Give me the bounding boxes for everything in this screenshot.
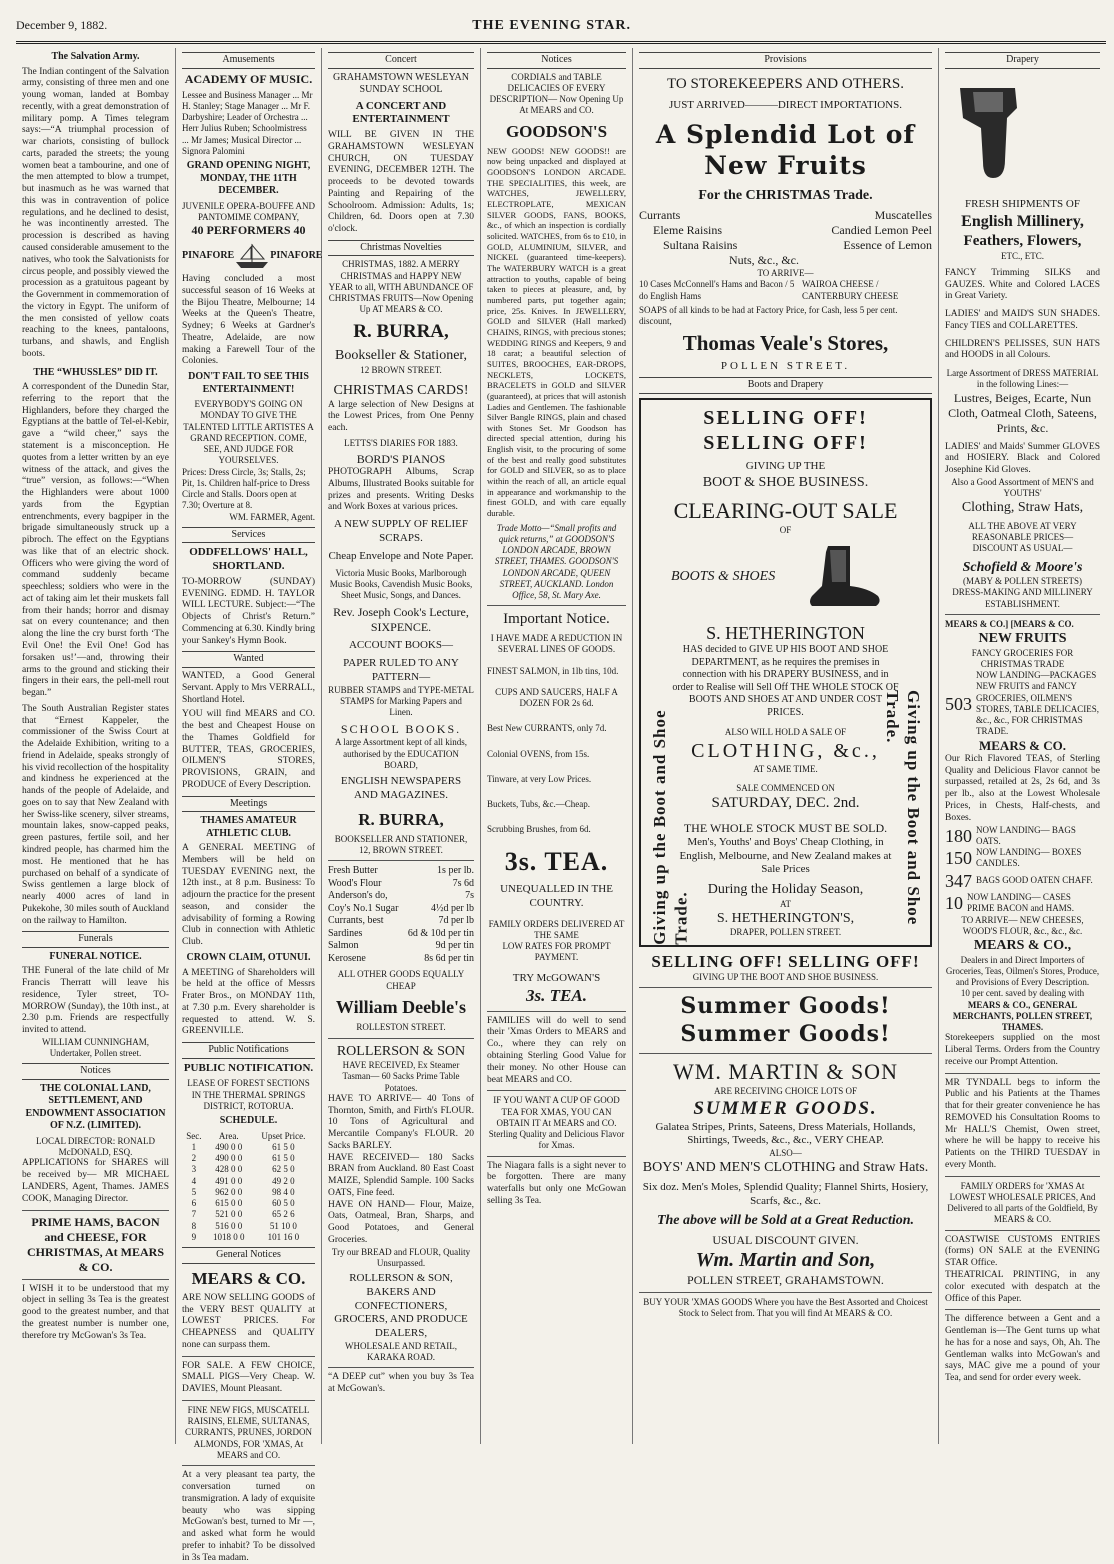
galatea: Galatea Stripes, Prints, Sateens, Dress Materials, Hollands, Shirtings, Tweeds, &c., &c., VERY CHEAP. xyxy=(655,1120,916,1147)
all-above: ALL THE ABOVE AT VERY REASONABLE PRICES— xyxy=(968,520,1077,543)
oddfellows-heading: ODDFELLOWS' HALL, SHORTLAND. xyxy=(189,546,308,573)
lecture: Rev. Joseph Cook's Lecture, SIXPENCE. xyxy=(333,605,469,635)
hetherington-text: HAS decided to GIVE UP HIS BOOT AND SHOE DEPARTMENT, as he requires the premises in connection with his DRAPERY BUSINESS, and in order to Realise will Sell Off THE WHOLE STOCK OF BOOTS AND SHOES AT AND UNDER COST PRICES. xyxy=(672,644,899,718)
goodson-heading: GOODSON'S xyxy=(505,121,608,141)
boot-icon xyxy=(798,542,884,612)
school: SCHOOL BOOKS. xyxy=(340,722,462,737)
list-item: 150 NOW LANDING— BOXES CANDLES. xyxy=(945,847,1082,869)
buckets: Buckets, Tubs, &c.—Cheap. xyxy=(487,799,591,810)
table-row: 8 516 0 0 51 10 0 xyxy=(191,1220,297,1231)
mens-assortment: Also a Good Assortment of MEN'S and YOUTHS' xyxy=(951,476,1094,499)
salvation-article: The Indian contingent of the Salvation army, consisting of three men and one young woman, landed at Bombay recently, with a great demonstration of military pomp. A Times telegram says:—“A triumphal procession of war chariots, consisting of bullock carts, paraded the streets; the young women beat a tambourine, and one of the men attempted to blow a trumpet, but inasmuch as he was warned that this was in contravention of police regulations, and he declined to desist, he was incontinently arrested. The procession is described as having caused considerable amusement to the natives, who took the Salvationists for circus people, and possibly viewed the procession as a gratuitous pageant by the Government in commemoration of the victory in Egypt. The uniform of the men consisted of yellow coats reaching to the knees, pantaloons, turbans, and shawls, and English boots. xyxy=(22,66,169,359)
burra-heading: R. BURRA, xyxy=(353,320,449,342)
to-arrive: TO ARRIVE— NEW CHEESES, WOOD'S FLOUR, &c., &c., &c. xyxy=(961,914,1084,936)
relief: A NEW SUPPLY OF RELIEF SCRAPS. xyxy=(334,518,468,544)
ship-icon xyxy=(234,242,270,270)
gent-notice: The difference between a Gent and a Gentleman is—The Gent turns up what he has for a nose and says, Oh, Ah. The Gentleman walks into McGowan's and says, MAC give me a pound of your Tea, and send for order every week. xyxy=(945,1314,1100,1384)
public-section: Public Notifications xyxy=(182,1042,315,1059)
list-item: Salmon 9d per tin xyxy=(328,940,474,952)
ovens: Colonial OVENS, from 15s. xyxy=(487,748,590,759)
millinery: English Millinery, xyxy=(961,212,1084,230)
paper-ruled: PAPER RULED TO ANY PATTERN— xyxy=(343,657,459,683)
rollerson-text: HAVE RECEIVED, Ex Steamer Tasman— 60 Sacks Prime Table Potatoes. xyxy=(342,1060,460,1093)
amusements-section: Amusements xyxy=(182,52,315,69)
farmer-agent: WM. FARMER, Agent. xyxy=(229,511,315,522)
tea-notice: I WISH it to be understood that my object in selling 3s Tea is the greatest good to the greatest number, and that the greatest number is number one, therefore try McGowan's 3s Tea. xyxy=(22,1283,169,1341)
above-sold: The above will be Sold at a Great Reduction. xyxy=(656,1213,915,1229)
athletic-heading: THAMES AMATEUR ATHLETIC CLUB. xyxy=(200,815,297,839)
public-sub: LEASE OF FOREST SECTIONS IN THE THERMAL SPRINGS DISTRICT, ROTORUA. xyxy=(187,1078,310,1111)
gloves: LADIES' and Maids' Summer GLOVES and HOSIERY. Black and Colored Josephine Kid Gloves. xyxy=(945,441,1100,476)
of-label: OF xyxy=(779,524,792,535)
hetherington: S. HETHERINGTON xyxy=(706,622,865,643)
usual-discount: USUAL DISCOUNT GIVEN. xyxy=(712,1232,859,1247)
deep-cut: “A DEEP cut” when you buy 3s Tea at McGowan's. xyxy=(328,1372,474,1395)
veale-address: POLLEN STREET. xyxy=(720,359,851,372)
to-arrive: TO ARRIVE— xyxy=(757,268,814,278)
oddfellows-text: TO-MORROW (SUNDAY) EVENING. EDMD. H. TAYLOR WILL LECTURE. Subject:—“The Objects of Christ's Return.” Commencing at 6.30. Kindly bring your Sankey's Hymn Book. xyxy=(182,576,315,646)
arrived: JUST ARRIVED———DIRECT IMPORTATIONS. xyxy=(668,99,903,112)
schedule-col: Upset Price. xyxy=(261,1130,306,1141)
also-hold: ALSO WILL HOLD A SALE OF xyxy=(724,727,847,738)
account: ACCOUNT BOOKS— xyxy=(348,639,453,652)
list-item: Eleme Raisins xyxy=(653,223,722,237)
schedule-table xyxy=(182,1131,315,1244)
burra2-sub: BOOKSELLER AND STATIONER, 12, BROWN STREET. xyxy=(334,833,468,855)
dealers: Dealers in and Direct Importers of Groceries, Teas, Oilmen's Stores, Produce, and Provisions of Every Description. xyxy=(945,954,1100,987)
giving-up: GIVING UP THE xyxy=(745,459,826,472)
stock-number: 503 xyxy=(945,693,972,714)
column-amusements xyxy=(176,48,323,1563)
funeral-sign: WILLIAM CUNNINGHAM, Undertaker, Pollen street. xyxy=(42,1036,149,1059)
notices-section: Notices xyxy=(487,52,626,69)
niagara: The Niagara falls is a sight never to be forgotten. There are many waterfalls but only one McGowan selling 3s Tea. xyxy=(487,1160,626,1206)
burra-sub: Bookseller & Stationer, xyxy=(334,348,468,364)
public-heading: PUBLIC NOTIFICATION. xyxy=(183,1061,314,1074)
masthead xyxy=(16,10,1106,44)
funeral-text: THE Funeral of the late child of Mr Francis Therratt will leave his residence, Tyler street, TO-MORROW (Sunday), the 10th inst., at 2.30 p.m. Friends are respectfully invited to attend. xyxy=(22,966,169,1036)
athletic-text: A GENERAL MEETING of Members will be held on TUESDAY EVENING next, the 12th inst., at 8 p.m. Business: To adjourn the practice for the present season, and consider the advisability of forming a Rowing Club in connection with Athletic Club. xyxy=(182,843,315,948)
mears2: MEARS & CO. xyxy=(978,737,1067,753)
clearing-sale: CLEARING-OUT SALE xyxy=(673,498,898,523)
tea-heading: 3s. TEA. xyxy=(504,846,609,876)
schofield-sub: (MABY & POLLEN STREETS) xyxy=(963,576,1082,587)
at-label: AT xyxy=(780,898,791,909)
notices-section: Notices xyxy=(22,1063,169,1080)
feathers: Feathers, Flowers, xyxy=(963,232,1082,249)
same-time: AT SAME TIME. xyxy=(753,763,818,774)
pointing-hand-icon xyxy=(945,78,1045,188)
giving-banner: GIVING UP THE BOOT AND SHOE BUSINESS. xyxy=(692,971,879,982)
deeble-address: ROLLESTON STREET. xyxy=(356,1022,446,1033)
fancy-groceries: FANCY GROCERIES FOR CHRISTMAS TRADE xyxy=(971,647,1074,669)
table-row: 3 428 0 0 62 5 0 xyxy=(191,1164,295,1175)
received: HAVE RECEIVED— 180 Sacks BRAN from Auckland. 80 East Coast MAIZE, Splendid Sample. 100 Sacks OATS, Fine feed. xyxy=(328,1152,474,1198)
to-arrive: HAVE TO ARRIVE— 40 Tons of Thornton, Smith, and Firth's FLOUR. 10 Tons of Agricultural and Mercantile Company's FLOUR. 20 Sacks BARLEY. xyxy=(328,1093,474,1151)
concert-big: A CONCERT AND ENTERTAINMENT xyxy=(352,99,450,126)
deeble-heading: William Deeble's xyxy=(335,996,467,1017)
funeral-heading: FUNERAL NOTICE. xyxy=(49,950,142,962)
mens-clothing: Men's, Youths' and Boys' Cheap Clothing, in English, Melbourne, and New Zealand makes at Sale Prices xyxy=(679,835,892,876)
hetherington2: S. HETHERINGTON'S, xyxy=(716,910,855,926)
martin-address: POLLEN STREET, GRAHAMSTOWN. xyxy=(687,1272,884,1287)
concert-heading: GRAHAMSTOWN WESLEYAN SUNDAY SCHOOL xyxy=(332,71,470,95)
table-row: 6 615 0 0 60 5 0 xyxy=(191,1198,295,1209)
paper-title: THE EVENING STAR. xyxy=(472,17,632,33)
juvenile-company: JUVENILE OPERA-BOUFFE AND PANTOMIME COMPANY, xyxy=(182,200,316,222)
figs: FINE NEW FIGS, MUSCATELL RAISINS, ELEME, SULTANAS, CURRANTS, PRUNES, JORDON ALMONDS, FOR 'XMAS, At MEARS and CO. xyxy=(184,1404,313,1460)
table-row: 5 962 0 0 98 4 0 xyxy=(191,1186,295,1197)
try-bread: Try our BREAD and FLOUR, Quality Unsurpassed. xyxy=(331,1246,471,1268)
meetings-section: Meetings xyxy=(182,796,315,813)
tyndall: MR TYNDALL begs to inform the Public and his Patients at the Thames that for their greater convenience he has REMOVED his Consultation Rooms to Mr HALL'S Chemist, Owen street, where he will be happy to receive his Patients on the THIRD TUESDAY in every Month. xyxy=(945,1077,1100,1170)
for-christmas: For the CHRISTMAS Trade. xyxy=(698,187,873,203)
boots-section: Boots and Drapery xyxy=(639,377,932,394)
concert-section: Concert xyxy=(328,52,474,69)
sale-commenced: SALE COMMENCED ON xyxy=(736,782,835,793)
for-sale: FOR SALE. A FEW CHOICE, SMALL PIGS—Very Cheap. W. DAVIES, Mount Pleasant. xyxy=(182,1360,315,1395)
performers: 40 PERFORMERS 40 xyxy=(191,223,306,237)
cordials: CORDIALS and TABLE DELICACIES OF EVERY DESCRIPTION— Now Opening Up At MEARS and CO. xyxy=(489,71,624,116)
academy-staff: Lessee and Business Manager ... Mr H. Stanley; Stage Manager ... Mr F. Darbyshire; Leader of Orchestra ... Herr Julius Ruben; Schoolmistress ... Mr James; Musical Director ... Signora Palomini xyxy=(182,89,313,156)
fresh-shipments: FRESH SHIPMENTS OF xyxy=(965,198,1080,210)
drapery-section: Drapery xyxy=(945,52,1100,69)
list-item: Currants, best 7d per lb xyxy=(328,915,474,927)
arrive-left: 10 Cases McConnell's Hams and Bacon / 5 do English Hams xyxy=(639,279,795,301)
prices: Prices: Dress Circle, 3s; Stalls, 2s; Pit, 1s. Children half-price to Dress Circle and Stalls. Doors open at 7.30; Overture at 8. xyxy=(182,466,310,511)
selling-off-1: SELLING OFF! xyxy=(703,406,868,429)
whole-stock: THE WHOLE STOCK MUST BE SOLD. xyxy=(683,820,888,835)
clothing: CLOTHING, &c., xyxy=(691,739,880,762)
mears3: MEARS & CO., xyxy=(973,938,1072,953)
martin-heading: WM. MARTIN & SON xyxy=(673,1059,898,1084)
column-provisions xyxy=(633,48,939,1444)
funerals-section: Funerals xyxy=(22,931,169,948)
currants: Best New CURRANTS, only 7d. xyxy=(487,723,607,734)
wanted-section: Wanted xyxy=(182,651,315,668)
victoria: Victoria Music Books, Marlborough Music Books, Cavendish Music Books, Sheet Music, Songs, and Dances. xyxy=(329,567,473,600)
table-row: 1 490 0 0 61 5 0 xyxy=(191,1141,295,1152)
six-doz: Six doz. Men's Moles, Splendid Quality; Flannel Shirts, Hosiery, Scarfs, &c., &c. xyxy=(642,1180,929,1207)
rollerson-heading: ROLLERSON & SON xyxy=(336,1043,466,1059)
large-assortment: Large Assortment of DRESS MATERIAL in the following Lines:— xyxy=(946,368,1099,390)
crown-heading: CROWN CLAIM, OTUNUI. xyxy=(186,952,311,964)
landing-503: NOW LANDING—PACKAGES NEW FRUITS and FANCY GROCERIES, OILMEN'S STORES, TABLE DELICACIES, &c., &c., FOR CHRISTMAS TRADE. xyxy=(976,670,1099,737)
salvation-heading: The Salvation Army. xyxy=(51,51,140,62)
pianos: BORD'S PIANOS xyxy=(356,452,446,467)
price-list xyxy=(328,865,474,965)
hetherington-address: DRAPER, POLLEN STREET. xyxy=(729,927,842,938)
table-row: 9 1018 0 0 101 16 0 xyxy=(191,1231,300,1242)
tinware: Tinware, at very Low Prices. xyxy=(487,773,592,784)
dressmaking: DRESS-MAKING AND MILLINERY ESTABLISHMENT. xyxy=(952,587,1093,609)
list-item: Fresh Butter 1s per lb. xyxy=(328,865,474,877)
schedule-heading: SCHEDULE. xyxy=(219,1115,278,1127)
list-item: Muscatelles xyxy=(874,208,932,222)
families: FAMILIES will do well to send their 'Xmas Orders to MEARS and Co., where they can rely on obtaining Sterling Good Value for their money. No other House can beat MEARS and CO. xyxy=(487,1015,626,1085)
customs: COASTWISE CUSTOMS ENTRIES (forms) ON SALE at the EVENING STAR Office. xyxy=(945,1234,1100,1269)
crown-text: A MEETING of Shareholders will be held at the office of Messrs Frater Bros., on MONDAY 11th, at 7.30 p.m. Every shareholder is requested to attend. W. S. GREENVILLE. xyxy=(182,967,315,1037)
mears-tag: MEARS & CO.] [MEARS & CO. xyxy=(945,618,1074,629)
list-item: 347 BAGS GOOD OATEN CHAFF. xyxy=(945,870,1093,891)
table-row: 4 491 0 0 49 2 0 xyxy=(191,1175,295,1186)
boots-shoes: BOOTS & SHOES xyxy=(671,569,776,584)
party-text: At a very pleasant tea party, the conversation turned on transmigration. A lady of exquisite beauty who was sipping McGowan's best, turned to Mr —, and asked what form he would prefer to inhabit? To be dissolved in 3s Tea madam. xyxy=(182,1470,315,1563)
provisions-section: Provisions xyxy=(639,52,932,69)
important-text: I HAVE MADE A REDUCTION IN SEVERAL LINES OF GOODS. xyxy=(490,633,623,655)
school-text: A large Assortment kept of all kinds, authorised by the EDUCATION BOARD, xyxy=(334,737,468,770)
storekeepers: TO STOREKEEPERS AND OTHERS. xyxy=(667,75,904,92)
cups: CUPS AND SAUCERS, HALF A DOZEN FOR 2s 6d. xyxy=(495,686,618,709)
dont-fail: DON'T FAIL TO SEE THIS ENTERTAINMENT! xyxy=(188,371,309,395)
etc: ETC., ETC. xyxy=(1001,250,1044,261)
list-item: Anderson's do, 7s xyxy=(328,890,474,902)
boot-shoe-business: BOOT & SHOE BUSINESS. xyxy=(702,474,869,490)
discount-usual: DISCOUNT AS USUAL— xyxy=(972,543,1073,554)
column-notices xyxy=(481,48,633,1444)
goodson-text: NEW GOODS! NEW GOODS!! are now being unpacked and displayed at GOODSON'S LONDON ARCADE. THE SPECIALITIES, this week, are WATCHES, JEWELLERY, ELECTROPLATE, MEXICAN SILVER GOODS, FANS, BOOKS, &c., of which an inspection is cordially solicited. WATCHES, from 6s to £10, in GOLD, ALUMINIUM, SILVER, and NICKEL (guaranteed time-keepers). The WATERBURY WATCH is a great attraction to youths, capable of being taken to pieces at pleasure, and, by numbered parts, put together again; price, 25s. Knives. In JEWELLERY, GOLD and SILVER (Hall marked) CHAINS, RINGS, with precious stones; WEDDING RINGS and Keepers, 9 and 18 carat; a beautiful selection of SUITES, BROOCHES, EAR-DROPS, NECKLETS, LOCKETS, BRACELETS in GOLD and SILVER (guaranteed), at prices that will astonish Ladies and Gentlemen. The fashionable Silver Bangle RINGS, plain and chased with Stones Set. Mr Goodson has directed special attention, during his English visit, to the procuring of some of the best and really good substitutes for GOLD and SILVER, so as to place within the reach of all, an article equal in appearance and workmanship to the finest GOLD, and with care equally durable. xyxy=(487,145,626,519)
pinafore-left: PINAFORE xyxy=(182,249,235,261)
schofield: Schofield & Moore's xyxy=(962,559,1083,575)
ladies-shades: LADIES' and MAID'S SUN SHADES. Fancy TIES and COLLARETTES. xyxy=(945,309,1100,331)
list-item: Coy's No.1 Sugar 4½d per lb xyxy=(328,902,474,914)
pinafore-right: PINAFORE xyxy=(270,249,323,261)
column-news xyxy=(16,48,176,1444)
summer-heading: Summer Goods! Summer Goods! xyxy=(680,993,891,1047)
list-item: Currants xyxy=(639,208,681,222)
children-pelisses: CHILDREN'S PELISSES, SUN HATS and HOODS in all Colours. xyxy=(945,338,1100,361)
selling-off-2: SELLING OFF! xyxy=(703,431,868,454)
list-item: Sultana Raisins xyxy=(663,238,738,252)
table-row: 7 521 0 0 65 2 6 xyxy=(191,1209,295,1220)
fruit-list xyxy=(639,208,932,268)
summer-goods: SUMMER GOODS. xyxy=(693,1097,878,1119)
burra2-heading: R. BURRA, xyxy=(358,809,444,829)
concert-text: WILL BE GIVEN IN THE GRAHAMSTOWN WESLEYAN CHURCH, ON TUESDAY EVENING, DECEMBER 12TH. The proceeds to be devoted towards Painting and Repairing of the Schoolroom. Admission: Adults, 1s; Children, 6d. Doors open at 7.30 o'clock. xyxy=(328,130,474,235)
fancy-trimming: FANCY Trimming SILKS and GAUZES. White and Colored LACES in Great Variety. xyxy=(945,267,1100,302)
issue-date: December 9, 1882. xyxy=(16,18,108,32)
list-item: Kerosene 8s 6d per tin xyxy=(328,952,474,964)
schedule-col: Sec. xyxy=(186,1130,202,1141)
receiving: ARE RECEIVING CHOICE LOTS OF xyxy=(714,1085,857,1096)
burra-address: 12 BROWN STREET. xyxy=(360,364,442,375)
veale-heading: Thomas Veale's Stores, xyxy=(682,331,889,356)
salmon: FINEST SALMON, in 1lb tins, 10d. xyxy=(487,665,619,676)
martin2: Wm. Martin and Son, xyxy=(695,1248,876,1271)
holiday: During the Holiday Season, xyxy=(707,882,864,897)
xmas-text: CHRISTMAS, 1882. A MERRY CHRISTMAS and HAPPY NEW YEAR to all, WITH ABUNDANCE OF CHRISTMAS FRUITS—Now Opening Up AT MEARS & CO. xyxy=(328,259,474,315)
list-item: Wood's Flour 7s 6d xyxy=(328,877,474,889)
photo-text: PHOTOGRAPH Albums, Scrap Albums, Illustrated Books suitable for prizes and presents. Writing Desks and Work Boxes at various prices. xyxy=(328,467,474,513)
grand-opening: GRAND OPENING NIGHT, MONDAY, THE 11TH DECEMBER. xyxy=(186,160,311,196)
tea2: 3s. TEA. xyxy=(526,986,587,1006)
colonial-text: APPLICATIONS for SHARES will be received by— MR MICHAEL LANDERS, Agent, Thames. JAMES COOK, Managing Director. xyxy=(22,1158,169,1204)
mears-heading: MEARS & CO. xyxy=(191,1268,306,1288)
column-concert xyxy=(322,48,481,1444)
everybody-going: EVERYBODY'S GOING ON MONDAY TO GIVE THE TALENTED LITTLE ARTISTES A GRAND RECEPTION. COME, SEE, AND JUDGE FOR YOURSELVES. xyxy=(183,399,314,466)
important-heading: Important Notice. xyxy=(503,611,610,628)
boots-advert xyxy=(639,398,932,947)
wanted-text: WANTED, a Good General Servant. Apply to Mrs VERRALL, Shortland Hotel. xyxy=(182,670,315,705)
low-rates: LOW RATES FOR PROMPT PAYMENT. xyxy=(502,941,611,963)
list-item: 180 NOW LANDING— BAGS OATS. xyxy=(945,824,1076,846)
selling-banner: SELLING OFF! SELLING OFF! xyxy=(651,951,920,971)
storekeepers: Storekeepers supplied on the most Liberal Terms. Orders from the Country receive our Prompt Attention. xyxy=(945,1033,1100,1067)
per-cent: 10 per cent. saved by dealing with xyxy=(960,988,1085,999)
deeble-sub: ALL OTHER GOODS EQUALLY CHEAP xyxy=(337,969,465,991)
envelope: Cheap Envelope and Note Paper. xyxy=(328,549,474,562)
arrive-right: WAIROA CHEESE / CANTERBURY CHEESE xyxy=(801,279,899,301)
lustres: Lustres, Beiges, Ecarte, Nun Cloth, Oatmeal Cloth, Sateens, Prints, &c. xyxy=(948,390,1097,435)
family-orders: FAMILY ORDERS for 'XMAS At LOWEST WHOLESALE PRICES, And Delivered to all parts of the Goldfield, By MEARS & CO. xyxy=(947,1180,1098,1225)
soaps: SOAPS of all kinds to be had at Factory Price, for Cash, less 5 per cent. discount, xyxy=(639,304,898,326)
english: ENGLISH NEWSPAPERS AND MAGAZINES. xyxy=(340,775,462,801)
karaka: WHOLESALE AND RETAIL, KARAKA ROAD. xyxy=(344,1340,457,1363)
colonial-heading: THE COLONIAL LAND, SETTLEMENT, AND ENDOWMENT ASSOCIATION OF N.Z. (LIMITED). xyxy=(25,1082,166,1132)
scrubbing: Scrubbing Brushes, from 6d. xyxy=(487,824,591,835)
rollerson2: ROLLERSON & SON, BAKERS AND CONFECTIONERS, GROCERS, AND PRODUCE DEALERS, xyxy=(334,1272,468,1340)
mears-text: ARE NOW SELLING GOODS of the VERY BEST QUALITY at LOWEST PRICES. For CHEAPNESS and QUALITY none can surpass them. xyxy=(182,1292,315,1350)
academy-heading: ACADEMY OF MUSIC. xyxy=(184,71,313,86)
new-fruits: NEW FRUITS xyxy=(978,631,1067,647)
on-hand: HAVE ON HAND— Flour, Maize, Oats, Oatmeal, Bran, Sharps, and Good Potatoes, and General Groceries. xyxy=(328,1199,474,1245)
services-section: Services xyxy=(182,527,315,544)
cards-text: A large selection of New Designs at the Lowest Prices, from One Penny each. xyxy=(328,399,474,434)
fruits-heading: A Splendid Lot of New Fruits xyxy=(655,120,916,181)
find-text: YOU will find MEARS and CO. the best and Cheapest House on the Thames Goldfield for BUTTER, TEAS, GROCERIES, OILMEN'S STORES, PROVISIONS, GRAIN, and PRODUCE of Every Description. xyxy=(182,709,315,790)
rubber: RUBBER STAMPS and TYPE-METAL STAMPS for Marking Papers and Linen. xyxy=(328,684,474,717)
table-row: 2 490 0 0 61 5 0 xyxy=(191,1153,295,1164)
teas: Our Rich Flavored TEAS, of Sterling Quality and Delicious Flavor cannot be surpassed, retailed at 2s, 2s 6d, and 3s per lb., also at the Lowest Wholesale Prices, in Chests, Half-chests, and Boxes. xyxy=(945,753,1100,823)
also-label: ALSO— xyxy=(769,1148,802,1158)
whussles-heading: THE “WHUSSLES” DID IT. xyxy=(33,366,158,378)
saturday: SATURDAY, DEC. 2nd. xyxy=(711,795,860,811)
buy-xmas: BUY YOUR 'XMAS GOODS Where you have the Best Assorted and Choicest Stock to Select from. That you will find At MEARS & CO. xyxy=(643,1296,928,1318)
list-item: 10 NOW LANDING— CASES PRIME BACON and HAMS. xyxy=(945,892,1075,914)
schedule-col: Area. xyxy=(218,1130,239,1141)
try-mcgowan: TRY McGOWAN'S xyxy=(512,971,601,984)
side-text-right: Giving up the Boot and Shoe Trade. xyxy=(882,689,923,926)
boys-clothing: BOYS' AND MEN'S CLOTHING and Straw Hats. xyxy=(642,1160,929,1176)
clothing-hats: Clothing, Straw Hats, xyxy=(961,500,1084,516)
goodson-motto: Trade Motto—“Small profits and quick returns,” at GOODSON'S LONDON ARCADE, BROWN STREET, THAMES. GOODSON'S LONDON ARCADE, QUEEN STREET, AUCKLAND. London Office, 58, St. Mary Axe. xyxy=(494,522,619,601)
whussles-article: A correspondent of the Dunedin Star, referring to the report that the Highlanders, before they charged the Egyptians at the battle of Tel-el-Kebir, gave a “wild cheer,” says the statement is a misconception. He quotes from a letter written by an eye witness of the attack, and gives the “true” version, as follows:—“When the Highlanders were about 1000 yards from the Egyptian entrenchments, every bagpiper in the brigade simultaneously struck up a pibroch. The effect on the Egyptians was like that of an electric shock. Officers who were giving the word of command suddenly became speechless; soldiers who were in the act of taking aim let their muskets fall from their hands; horror and dismay sat on every countenance; and then along the line the cry burst forth ‘The Evil One! the Evil One! God has forsaken us!’—and, throwing their arms to the ground and sticking their fingers in their ears, the pell-mell rout began.” xyxy=(22,382,169,699)
mears4: MEARS & CO., GENERAL MERCHANTS, POLLEN STREET, THAMES. xyxy=(952,999,1093,1032)
pinafore-text: Having concluded a most successful season of 16 Weeks at the Bijou Theatre, Melbourne; 14 Weeks at the Queen's Theatre, Sydney; 6 Weeks at Gardner's Theatre, Adelaide, are now making a Farewell Tour of the Colonies. xyxy=(182,274,315,367)
column-drapery xyxy=(939,48,1106,1444)
theatrical: THEATRICAL PRINTING, in any color executed with despatch at the Office of this Paper. xyxy=(945,1269,1100,1304)
xmas-section: Christmas Novelties xyxy=(328,240,474,257)
colonial-sub: LOCAL DIRECTOR: RONALD McDONALD, ESQ. xyxy=(36,1135,155,1158)
list-item: Candied Lemon Peel xyxy=(831,223,932,237)
list-item: Sardines 6d & 10d per tin xyxy=(328,927,474,939)
prime-hams: PRIME HAMS, BACON and CHEESE, FOR CHRISTMAS, At MEARS & CO. xyxy=(26,1214,164,1274)
side-text-left: Giving up the Boot and Shoe Trade. xyxy=(650,709,691,945)
letts: LETTS'S DIARIES FOR 1883. xyxy=(344,437,458,448)
tea-text: UNEQUALLED IN THE COUNTRY. xyxy=(500,883,613,909)
cards: CHRISTMAS CARDS! xyxy=(333,383,469,399)
list-item: Nuts, &c., &c. xyxy=(729,253,799,267)
list-item: Essence of Lemon xyxy=(843,238,932,252)
general-section: General Notices xyxy=(182,1247,315,1264)
swiss-article: The South Australian Register states that “Ernest Kappeler, the commissioner of the Swiss Court at the Adelaide Exhibition, writing to a friend in Adelaide, speaks strongly of his vivid recollection of the hospitality and kindness he experienced at the hands of the people of Adelaide, and goes on to say that New Zealand with her Swiss-like scenery, silver streams, mountain lakes, snow-capped peaks, green pastures, fertile soil, and her kindred people, has charmed him the most. He mentioned that he has purchased on behalf of a syndicate of Swiss gentlemen a large block of nearly 4000 acres of land in Pukekohe, 30 miles south of Auckland on the railway to Hamilton. xyxy=(22,703,169,926)
family-orders: FAMILY ORDERS DELIVERED AT THE SAME xyxy=(488,918,625,940)
cup-of-tea: IF YOU WANT A CUP OF GOOD TEA FOR XMAS, YOU CAN OBTAIN IT At MEARS and CO. Sterling Quality and Delicious Flavor for Xmas. xyxy=(488,1095,625,1151)
